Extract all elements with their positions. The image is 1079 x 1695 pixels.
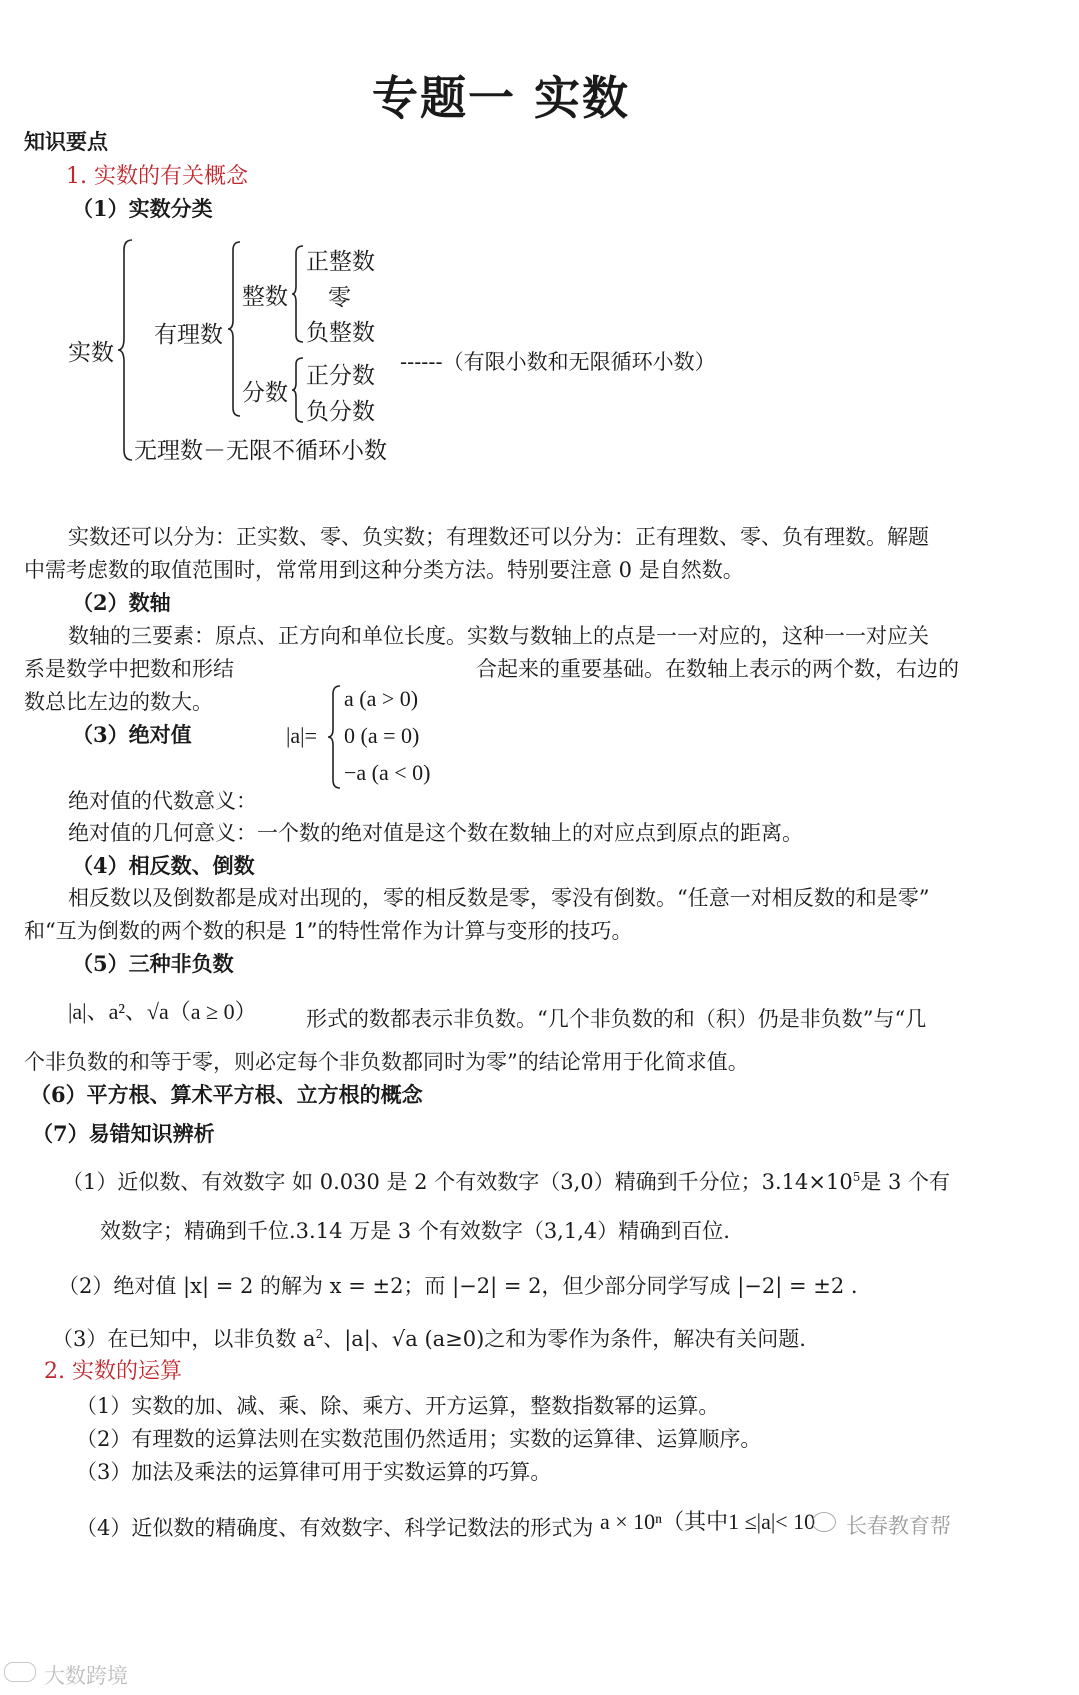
formula-case: a (a > 0) — [344, 686, 419, 711]
tree-neg-frac: 负分数 — [306, 399, 375, 425]
mistake-item-1-cont: 效数字；精确到千位.3.14 万是 3 个有效数字（3,1,4）精确到百位. — [100, 1219, 730, 1243]
source-brand-overlay: 长春教育帮 — [846, 1514, 951, 1538]
tree-pos-frac: 正分数 — [306, 363, 375, 389]
tree-fraction: 分数 — [242, 380, 288, 406]
integer-brace — [292, 244, 306, 344]
operations-item-4: （4）近似数的精确度、有效数字、科学记数法的形式为 — [76, 1516, 594, 1540]
number-line-text: 系是数学中把数和形结 — [24, 657, 234, 681]
scientific-notation-formula: a × 10ⁿ（其中1 ≤|a|< 10 — [600, 1509, 816, 1534]
mistake-item-1 — [62, 1166, 950, 1196]
chat-bubble-icon — [812, 1512, 836, 1532]
mistake-item-2: （2）绝对值 |x| = 2 的解为 x = ±2；而 |−2| = 2，但少部分同学写成 |−2| = ±2 . — [58, 1274, 858, 1298]
page-title: 专题一 实数 — [372, 71, 631, 125]
classification-para-line: 实数还可以分为：正实数、零、负实数；有理数还可以分为：正有理数、零、负有理数。解题 — [68, 525, 929, 549]
mistake-item-1-text-end: 是 3 个有 — [860, 1170, 951, 1194]
subsection-5-heading: （5）三种非负数 — [72, 951, 234, 976]
subsection-2-heading: （2）数轴 — [72, 590, 171, 615]
number-line-text: 数总比左边的数大。 — [24, 690, 213, 714]
section-1-heading: 1. 实数的有关概念 — [66, 164, 248, 189]
tree-rational: 有理数 — [154, 322, 223, 348]
tree-irrational: 无理数－无限不循环小数 — [134, 438, 387, 464]
classification-para-line: 中需考虑数的取值范围时，常常用到这种分类方法。特别要注意 0 是自然数。 — [24, 558, 744, 582]
formula-lhs: |a|= — [286, 723, 317, 748]
abs-algebraic-meaning: 绝对值的代数意义： — [68, 789, 257, 813]
abs-geometric-meaning: 绝对值的几何意义：一个数的绝对值是这个数在数轴上的对应点到原点的距离。 — [68, 821, 803, 845]
opposite-reciprocal-text: 相反数以及倒数都是成对出现的，零的相反数是零，零没有倒数。“任意一对相反数的和是零” — [68, 886, 930, 910]
tree-root: 实数 — [68, 340, 114, 366]
operations-item: （2）有理数的运算法则在实数范围仍然适用；实数的运算律、运算顺序。 — [76, 1427, 762, 1451]
nonnegative-text: 个非负数的和等于零，则必定每个非负数都同时为零”的结论常用于化简求值。 — [24, 1050, 749, 1074]
watermark-text: 大数跨境 — [44, 1664, 128, 1688]
subsection-7-heading: （7）易错知识辨析 — [32, 1121, 215, 1146]
formula-case: 0 (a = 0) — [344, 723, 420, 748]
section-2-heading: 2. 实数的运算 — [44, 1359, 182, 1384]
subsection-4-heading: （4）相反数、倒数 — [72, 853, 255, 878]
nonnegative-formula: |a|、a²、√a（a ≥ 0） — [68, 999, 257, 1024]
opposite-reciprocal-text: 和“互为倒数的两个数的积是 1”的特性常作为计算与变形的技巧。 — [24, 919, 633, 943]
tree-neg-int: 负整数 — [306, 320, 375, 346]
subsection-3-heading: （3）绝对值 — [72, 722, 192, 747]
watermark-logo-icon — [4, 1662, 36, 1682]
fraction-brace — [292, 356, 306, 424]
mistake-item-1-text: （1）近似数、有效数字 如 0.030 是 2 个有效数字（3,0）精确到千分位；3.14×10 — [62, 1170, 853, 1194]
section-header: 知识要点 — [24, 129, 108, 154]
operations-item: （3）加法及乘法的运算律可用于实数运算的巧算。 — [76, 1460, 552, 1484]
subsection-1-heading: （1）实数分类 — [72, 196, 213, 221]
tree-note: ------（有限小数和无限循环小数） — [400, 350, 716, 374]
tree-pos-int: 正整数 — [306, 249, 375, 275]
cases-brace — [328, 684, 342, 790]
nonnegative-text: 形式的数都表示非负数。“几个非负数的和（积）仍是非负数”与“几 — [306, 1007, 927, 1031]
tree-integer: 整数 — [242, 284, 288, 310]
mistake-item-3-exponent: 2 — [315, 1327, 324, 1341]
mistake-item-3-text: （3）在已知中，以非负数 a — [52, 1327, 316, 1351]
subsection-6-heading: （6）平方根、算术平方根、立方根的概念 — [30, 1082, 423, 1107]
mistake-item-1-exponent: 5 — [852, 1170, 861, 1184]
mistake-item-3 — [52, 1323, 806, 1353]
operations-item: （1）实数的加、减、乘、除、乘方、开方运算，整数指数幂的运算。 — [76, 1394, 720, 1418]
tree-zero: 零 — [328, 285, 351, 311]
number-line-text: 数轴的三要素：原点、正方向和单位长度。实数与数轴上的点是一一对应的，这种一一对应关 — [68, 624, 929, 648]
root-brace — [118, 238, 138, 463]
formula-case: −a (a < 0) — [344, 760, 431, 785]
number-line-text: 合起来的重要基础。在数轴上表示的两个数，右边的 — [476, 657, 959, 681]
mistake-item-3-text-end: 、|a|、√a (a≥0)之和为零作为条件，解决有关问题. — [323, 1327, 806, 1351]
